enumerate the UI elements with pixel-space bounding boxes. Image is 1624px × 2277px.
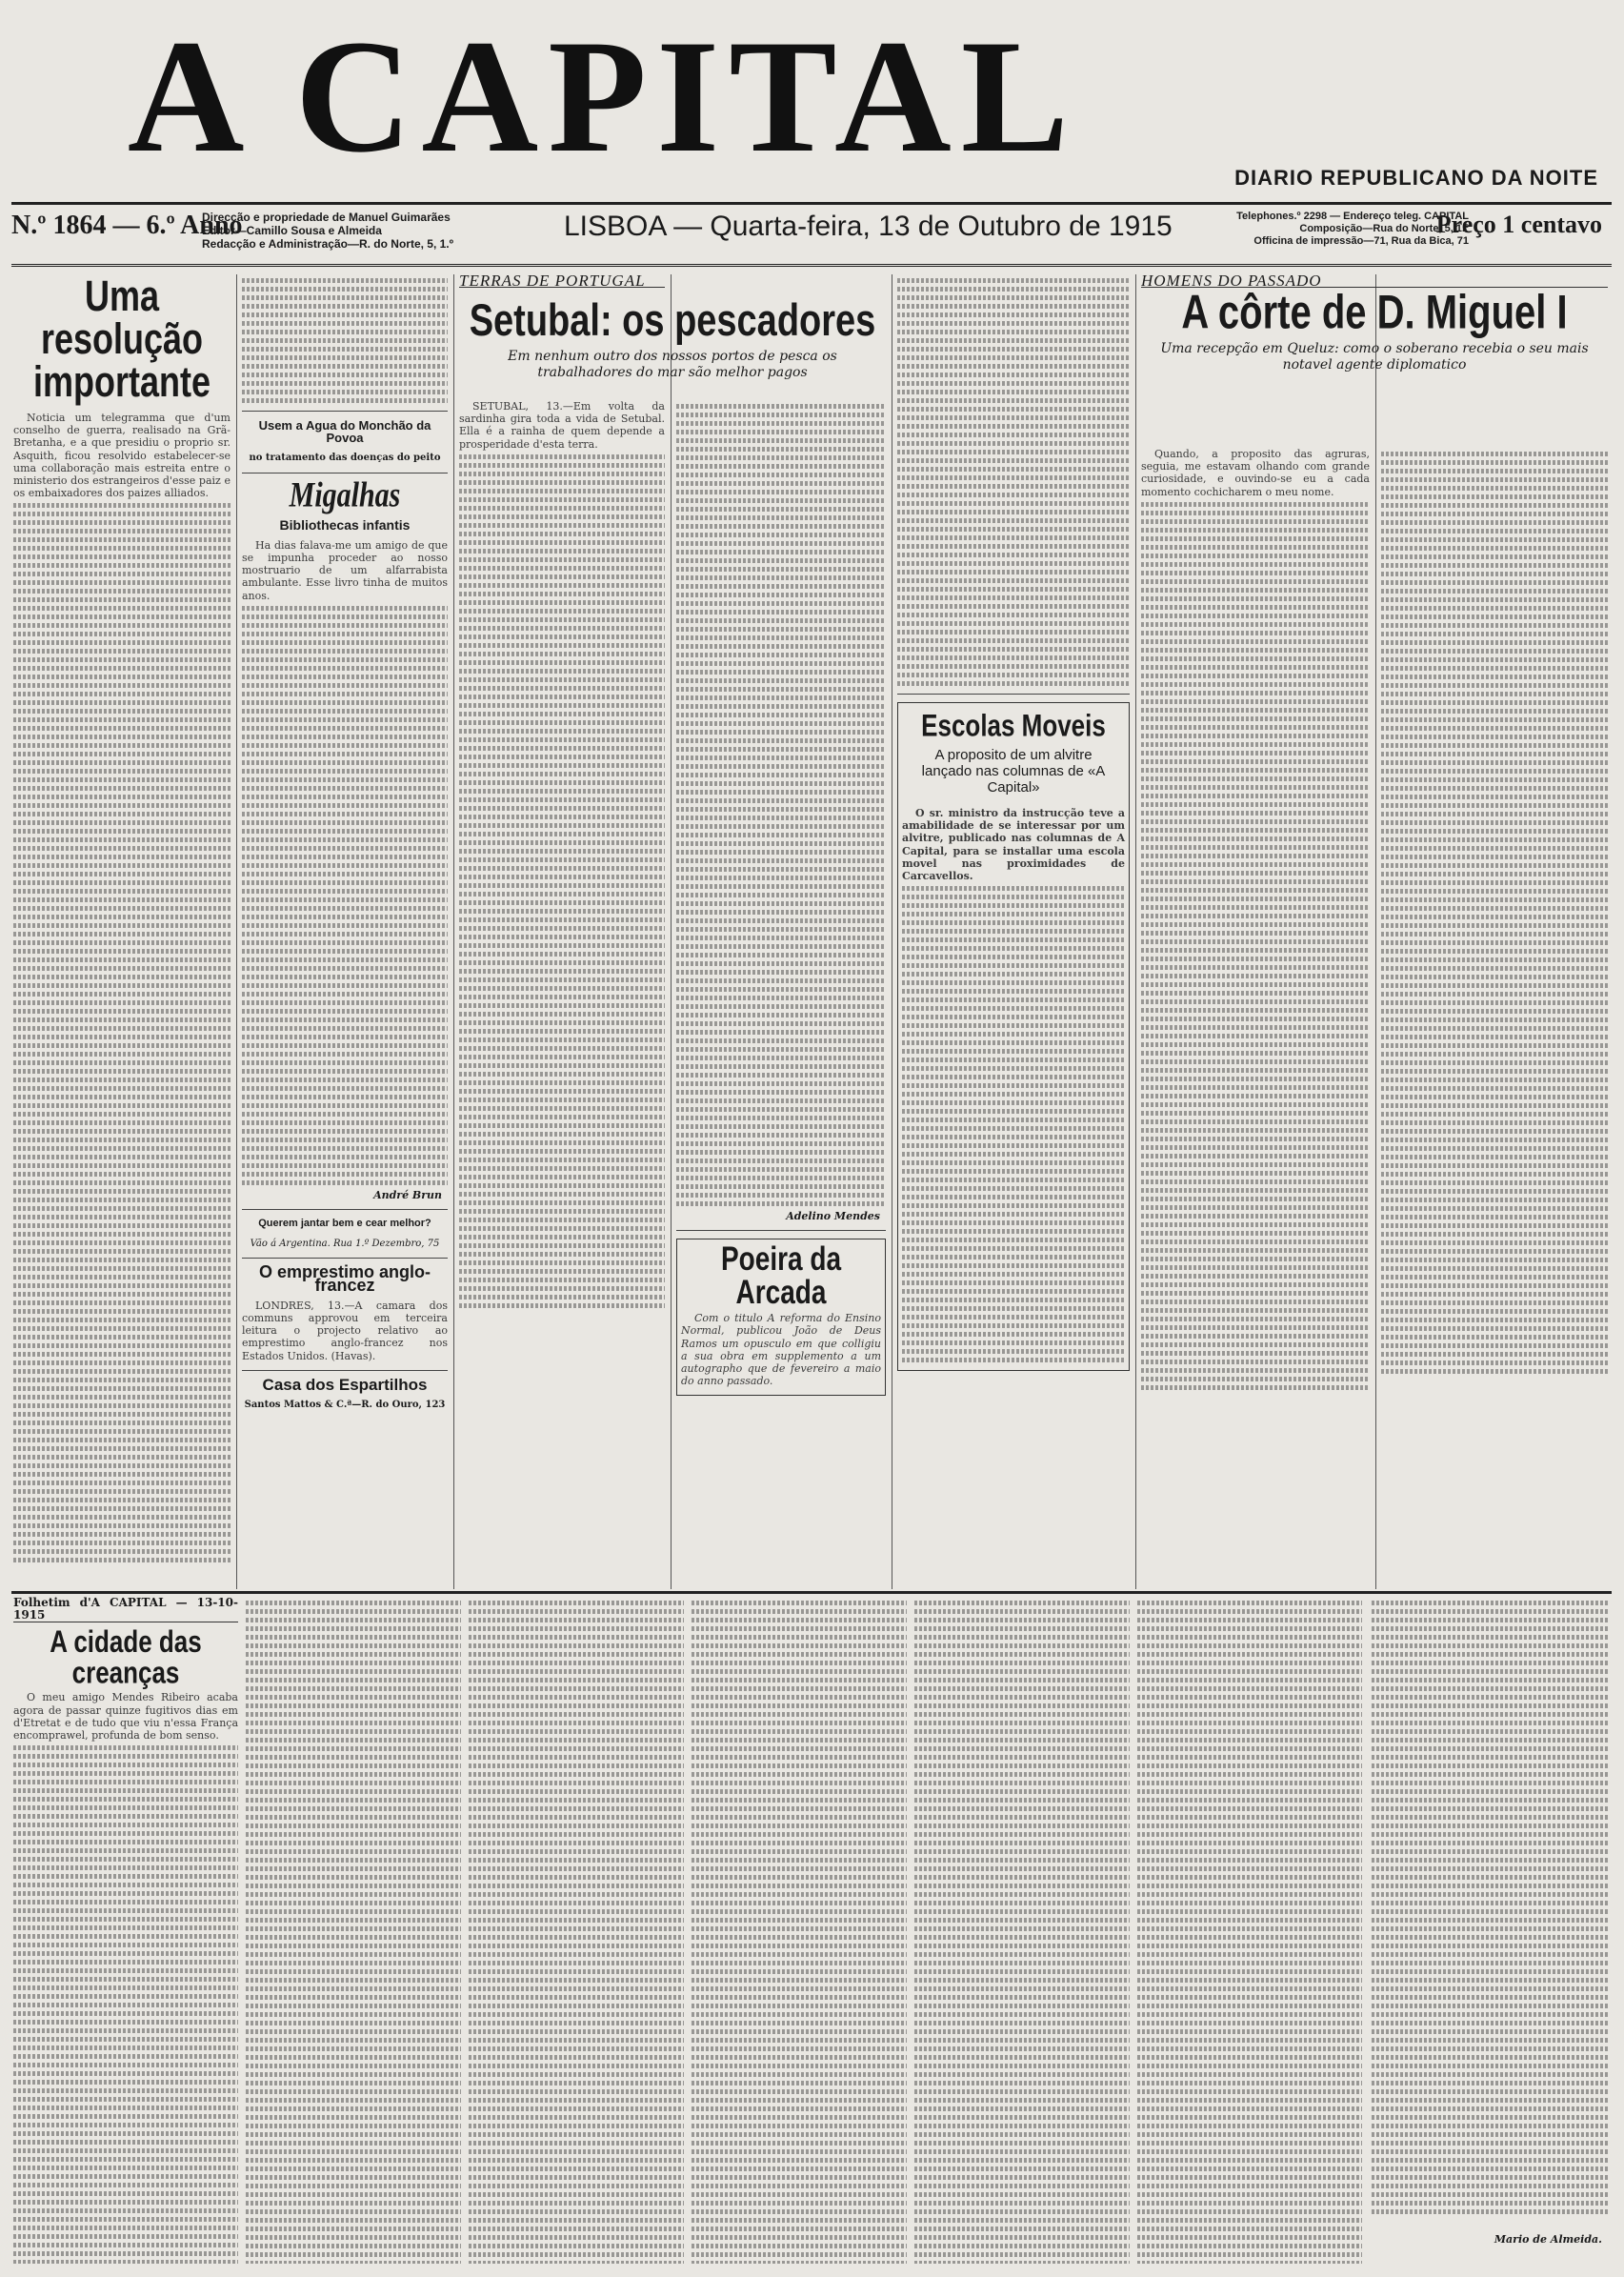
poeira-body: Com o titulo A reforma do Ensino Normal, publicou João de Deus Ramos um opusculo em que colligiu a sua obra em supplemento a um autographo que de fevereiro a maio do anno passado. bbox=[681, 1312, 881, 1388]
corte-body-a bbox=[1141, 448, 1370, 1589]
issue-date: LISBOA — Quarta-feira, 13 de Outubro de 1915 bbox=[564, 211, 1173, 242]
folhetim-signature: Mario de Almeida. bbox=[1494, 2233, 1602, 2246]
espartilhos-text: Santos Mattos & C.ª—R. do Ouro, 123 bbox=[244, 1400, 446, 1411]
escolas-body: O sr. ministro da instrucção teve a amabilidade de se interessar por um alvitre, publicado nas columnas de A Capital, para se installar uma escola movel nas proximidades de Carcavellos. bbox=[902, 807, 1125, 883]
setubal-title: Setubal: os pescadores bbox=[469, 297, 876, 347]
folhetim-title: A cidade das creanças bbox=[50, 1623, 202, 1691]
ad-agua-subtitle: no tratamento das doenças do peito bbox=[249, 453, 441, 464]
ad-cear-text: Vão á Argentina. Rua 1.º Dezembro, 75 bbox=[250, 1239, 440, 1250]
poeira-title: Poeira da Arcada bbox=[720, 1239, 842, 1311]
issue-number: N.º 1864 — 6.º Anno bbox=[11, 211, 243, 240]
escolas-title: Escolas Moveis bbox=[921, 707, 1106, 743]
article-title: Uma resolução importante bbox=[32, 274, 211, 406]
folhetim-col-4 bbox=[692, 1597, 907, 2264]
section-kicker: TERRAS DE PORTUGAL bbox=[459, 274, 665, 288]
masthead bbox=[17, 6, 1608, 196]
migalhas-title: Migalhas bbox=[289, 474, 401, 514]
poeira-box bbox=[676, 1239, 886, 1396]
editorial-info bbox=[202, 211, 453, 251]
setubal-signature: Adelino Mendes bbox=[786, 1210, 880, 1222]
setubal-deck: Em nenhum outro dos nossos portos de pesca os trabalhadores do mar são melhor pagos bbox=[508, 349, 837, 380]
contact-info bbox=[1221, 211, 1469, 248]
printing-line: Officina de impressão—71, Rua da Bica, 71 bbox=[1253, 235, 1469, 247]
folhetim-col-5 bbox=[914, 1597, 1130, 2264]
ad-agua-title: Usem a Agua do Monchão da Povoa bbox=[258, 418, 431, 446]
folhetim-col-1 bbox=[13, 1597, 238, 2264]
column-escolas bbox=[897, 274, 1130, 1589]
folhetim-col-7 bbox=[1372, 1597, 1608, 2264]
corte-body: Quando, a proposito das agruras, seguia, me estavam olhando com grande curiosidade, e ouvindo-se eu a cada momento cochicharem o meu nome. bbox=[1141, 448, 1370, 498]
column-resolucao bbox=[13, 274, 231, 1589]
corte-kicker: HOMENS DO PASSADO bbox=[1141, 274, 1608, 288]
article-body: Noticia um telegramma que d'um conselho de guerra, realisado na Grã-Bretanha, e a que presidiu o proprio sr. Asquith, ficou resolvido estabelecer-se uma collaboração mais estreita entre o ministerio dos estrangeiros d'esse paiz e os embaixadores dos paizes alliados. bbox=[13, 412, 231, 500]
migalhas-subtitle: Bibliothecas infantis bbox=[279, 516, 411, 533]
emprestimo-body: LONDRES, 13.—A camara dos communs approvou em terceira leitura o projecto relativo ao emprestimo anglo-francez nos Estados Unidos. (Havas). bbox=[242, 1299, 448, 1362]
corte-header bbox=[1141, 274, 1608, 455]
info-bar bbox=[11, 202, 1612, 267]
corte-title: A côrte de D. Miguel I bbox=[1181, 286, 1568, 339]
newspaper-title: A CAPITAL bbox=[127, 7, 1079, 186]
migalhas-body: Ha dias falava-me um amigo de que se impunha proceder ao nosso mostruario de um alfarrabista ambulante. Esse livro tinha de muitos anos. bbox=[242, 538, 448, 602]
setubal-body: SETUBAL, 13.—Em volta da sardinha gira toda a vida de Setubal. Ella é a rainha de quem depende a prosperidade d'esta terra. bbox=[459, 400, 665, 451]
composition-line: Composição—Rua do Norte, 5, 1.º bbox=[1299, 223, 1469, 234]
newspaper-subtitle: DIARIO REPUBLICANO DA NOITE bbox=[1234, 166, 1598, 190]
escolas-subtitle: A proposito de um alvitre lançado nas columnas de «A Capital» bbox=[921, 747, 1106, 796]
editor-line: Editor—Camillo Sousa e Almeida bbox=[202, 224, 382, 237]
column-migalhas bbox=[242, 274, 448, 1589]
telephone-line: Telephones.º 2298 — Endereço teleg. CAPITAL bbox=[1236, 211, 1469, 222]
setubal-body-b bbox=[676, 400, 886, 1589]
price: Preço 1 centavo bbox=[1435, 211, 1602, 238]
escolas-box bbox=[897, 702, 1130, 1371]
folhetim-header: Folhetim d'A CAPITAL — 13-10-1915 bbox=[13, 1597, 238, 1622]
folhetim-col-2 bbox=[246, 1597, 461, 2264]
folhetim-col-6 bbox=[1137, 1597, 1362, 2264]
corte-deck: Uma recepção em Queluz: como o soberano recebia o seu mais notavel agente diplomatico bbox=[1160, 341, 1589, 373]
direction-line: Direcção e propriedade de Manuel Guimarães bbox=[202, 211, 451, 224]
espartilhos-title: Casa dos Espartilhos bbox=[262, 1375, 428, 1394]
ad-cear-title: Querem jantar bem e cear melhor? bbox=[258, 1218, 431, 1230]
redaction-line: Redacção e Administração—R. do Norte, 5, 1.º bbox=[202, 237, 454, 251]
folhetim-body: O meu amigo Mendes Ribeiro acaba agora de passar quinze fugitivos dias em d'Etretat e de tudo que viu n'essa França encomprawel, profunda de bom senso. bbox=[13, 1691, 238, 1743]
setubal-body-a bbox=[459, 400, 665, 1589]
corte-body-b bbox=[1381, 448, 1608, 1589]
migalhas-signature: André Brun bbox=[373, 1188, 442, 1201]
folhetim-col-3 bbox=[469, 1597, 684, 2264]
emprestimo-title: O emprestimo anglo-francez bbox=[258, 1262, 431, 1295]
